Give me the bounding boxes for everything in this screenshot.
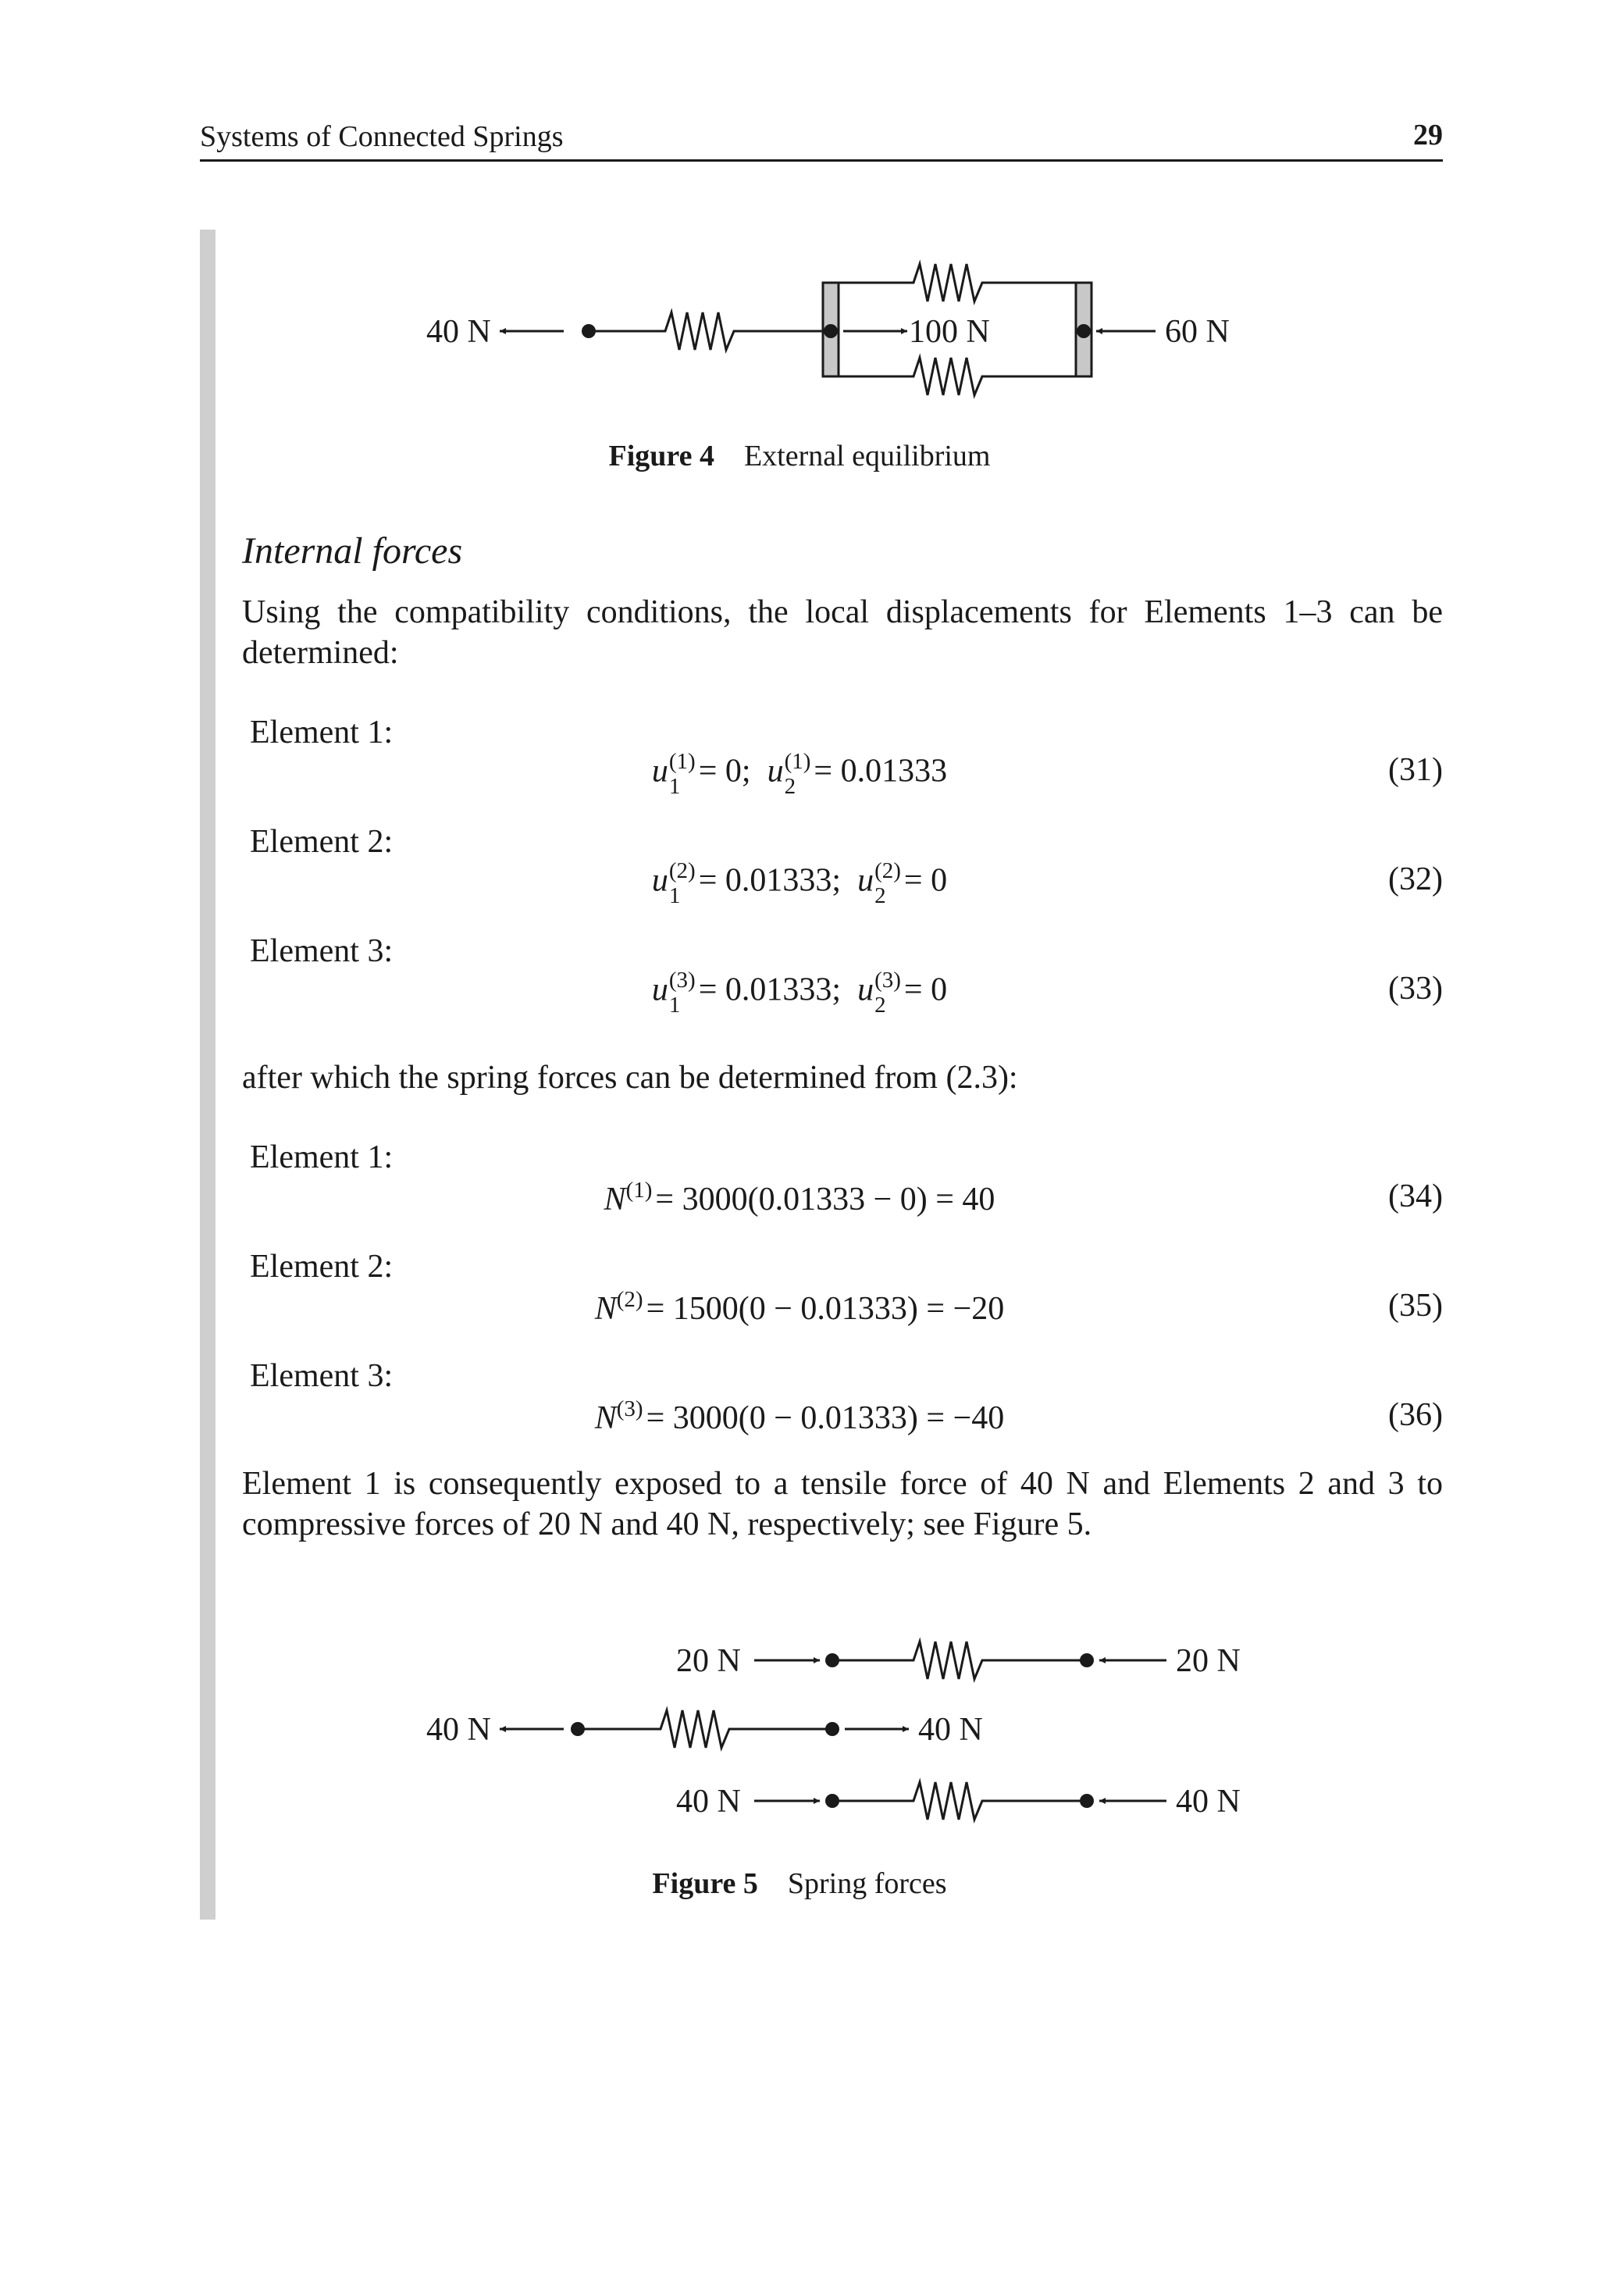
figure-4-caption-label: Figure 4 (608, 440, 714, 472)
equation-number-31: (31) (1388, 752, 1443, 788)
row2-node-right (825, 1722, 839, 1736)
header-rule (200, 159, 1443, 162)
element-1-label: Element 1: (250, 715, 394, 750)
row3-label-left: 40 N (676, 1784, 741, 1820)
figure-5-caption-label: Figure 5 (652, 1867, 758, 1900)
equation-34: $N^{(1)}= 3000(0.01333 - 0) = 40$ (604, 1178, 995, 1218)
force-label-middle: 100 N (909, 314, 990, 350)
equation-number-36: (36) (1388, 1397, 1443, 1433)
equation-32: u (2) 1 = 0.01333; u (2) 2 = 0 (651, 858, 948, 908)
page-number: 29 (1413, 119, 1443, 152)
spring-element-3 (839, 358, 1076, 395)
row3-label-right: 40 N (1176, 1784, 1241, 1820)
element-2-label: Element 2: (250, 824, 394, 860)
force-label-right: 60 N (1165, 314, 1230, 350)
node-3 (1077, 324, 1091, 338)
figure-5-caption (0, 1866, 1599, 1901)
section-heading: Internal forces (242, 530, 463, 572)
figure-4-caption-text: External equilibrium (743, 440, 991, 472)
figure-5-diagram (0, 1609, 1599, 1820)
row3-node-right (1080, 1794, 1094, 1808)
figure-4-caption (0, 439, 1599, 473)
equation-number-33: (33) (1388, 971, 1443, 1007)
conclusion-paragraph: Element 1 is consequently exposed to a tensile force of 40 N and Elements 2 and 3 to compressive forces of 20 N and 40 N, respectively; see Figure 5. (242, 1466, 1443, 1542)
after-paragraph: after which the spring forces can be determined from (2.3): (242, 1060, 1018, 1096)
row3-node-left (825, 1794, 839, 1808)
equation-number-35: (35) (1388, 1288, 1443, 1324)
element-3-force-label: Element 3: (250, 1358, 394, 1394)
element-1-force-label: Element 1: (250, 1139, 394, 1175)
equation-33: u (3) 1 = 0.01333; u (3) 2 = 0 (651, 968, 948, 1018)
equation-number-34: (34) (1388, 1178, 1443, 1214)
row2-label-right: 40 N (918, 1712, 983, 1748)
element-3-label: Element 3: (250, 933, 394, 969)
spring-element-1 (589, 312, 823, 350)
row1-node-left (825, 1653, 839, 1667)
equation-31: u (1) 1 = 0; u (1) 2 = 0.01333 (651, 749, 948, 799)
spring-element-2 (839, 264, 1076, 301)
row1-spring (832, 1642, 1087, 1679)
equation-36: $N^{(3)}= 3000(0 - 0.01333) = -40$ (594, 1396, 1005, 1436)
equation-35: $N^{(2)}= 1500(0 - 0.01333) = -20$ (594, 1287, 1005, 1327)
row1-label-right: 20 N (1176, 1643, 1241, 1679)
figure-4-diagram (0, 234, 1599, 437)
row1-node-right (1080, 1653, 1094, 1667)
element-2-force-label: Element 2: (250, 1249, 394, 1285)
running-header-title: Systems of Connected Springs (200, 120, 564, 153)
row3-spring (832, 1782, 1087, 1820)
equation-number-32: (32) (1388, 861, 1443, 897)
row1-label-left: 20 N (676, 1643, 741, 1679)
force-label-left: 40 N (426, 314, 491, 350)
figure-5-caption-text: Spring forces (787, 1867, 947, 1900)
row2-spring (578, 1710, 832, 1748)
intro-paragraph: Using the compatibility conditions, the local displacements for Elements 1–3 can be determined: (242, 594, 1443, 671)
row2-node-left (571, 1722, 585, 1736)
node-2 (824, 324, 838, 338)
row2-label-left: 40 N (426, 1712, 491, 1748)
